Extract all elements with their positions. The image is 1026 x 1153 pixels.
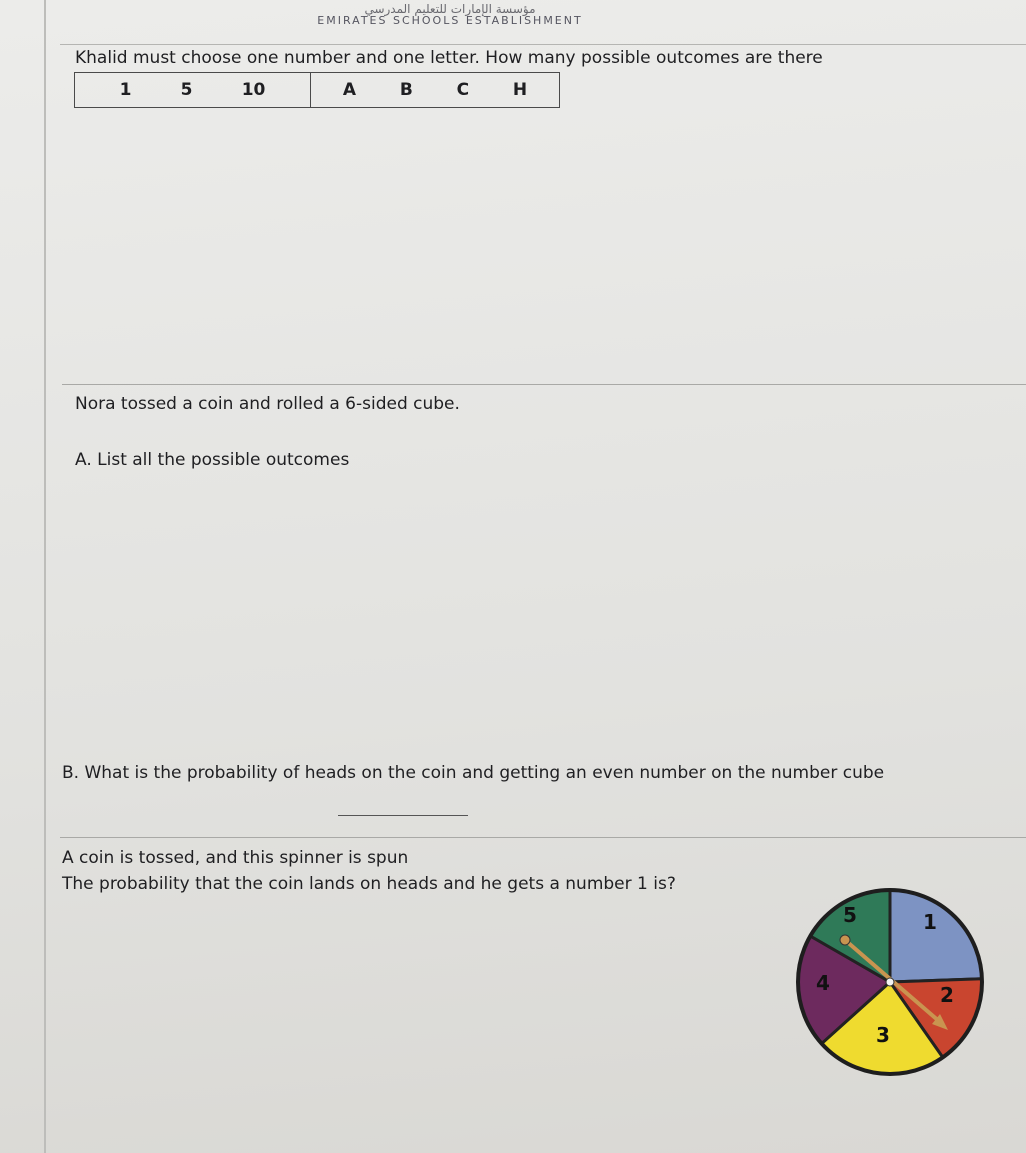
header-arabic: مؤسسة الإمارات للتعليم المدرسي — [364, 2, 536, 16]
spinner-pointer-tail — [840, 935, 850, 945]
header-english: EMIRATES SCHOOLS ESTABLISHMENT — [317, 14, 583, 27]
q3-line2: The probability that the coin lands on heads and he gets a number 1 is? — [62, 874, 676, 894]
spinner-label-4: 4 — [816, 971, 830, 995]
letters-cell — [311, 73, 559, 107]
numbers-cell — [75, 73, 311, 107]
letter-option: A — [342, 80, 357, 100]
spinner-label-1: 1 — [923, 910, 937, 934]
spinner-label-3: 3 — [876, 1023, 890, 1047]
q3-line1: A coin is tossed, and this spinner is spun — [62, 848, 409, 868]
spinner-hub — [886, 978, 894, 986]
divider — [60, 44, 1026, 45]
spinner-label-5: 5 — [843, 903, 857, 927]
number-option: 5 — [180, 80, 193, 100]
q1-prompt: Khalid must choose one number and one letter. How many possible outcomes are there — [75, 48, 823, 68]
answer-line — [338, 815, 468, 816]
letter-option: B — [399, 80, 413, 100]
number-option: 1 — [119, 80, 132, 100]
margin-line — [44, 0, 46, 1153]
letter-option: H — [512, 80, 528, 100]
q2-part-b: B. What is the probability of heads on the coin and getting an even number on the number cube — [62, 763, 885, 783]
divider — [62, 384, 1026, 385]
divider — [60, 837, 1026, 838]
spinner-label-2: 2 — [940, 983, 954, 1007]
q2-part-a: A. List all the possible outcomes — [75, 450, 350, 470]
q2-intro: Nora tossed a coin and rolled a 6-sided cube. — [75, 394, 460, 414]
number-option: 10 — [241, 80, 266, 100]
spinner — [790, 884, 1000, 1084]
letter-option: C — [456, 80, 470, 100]
choice-table — [74, 72, 560, 108]
